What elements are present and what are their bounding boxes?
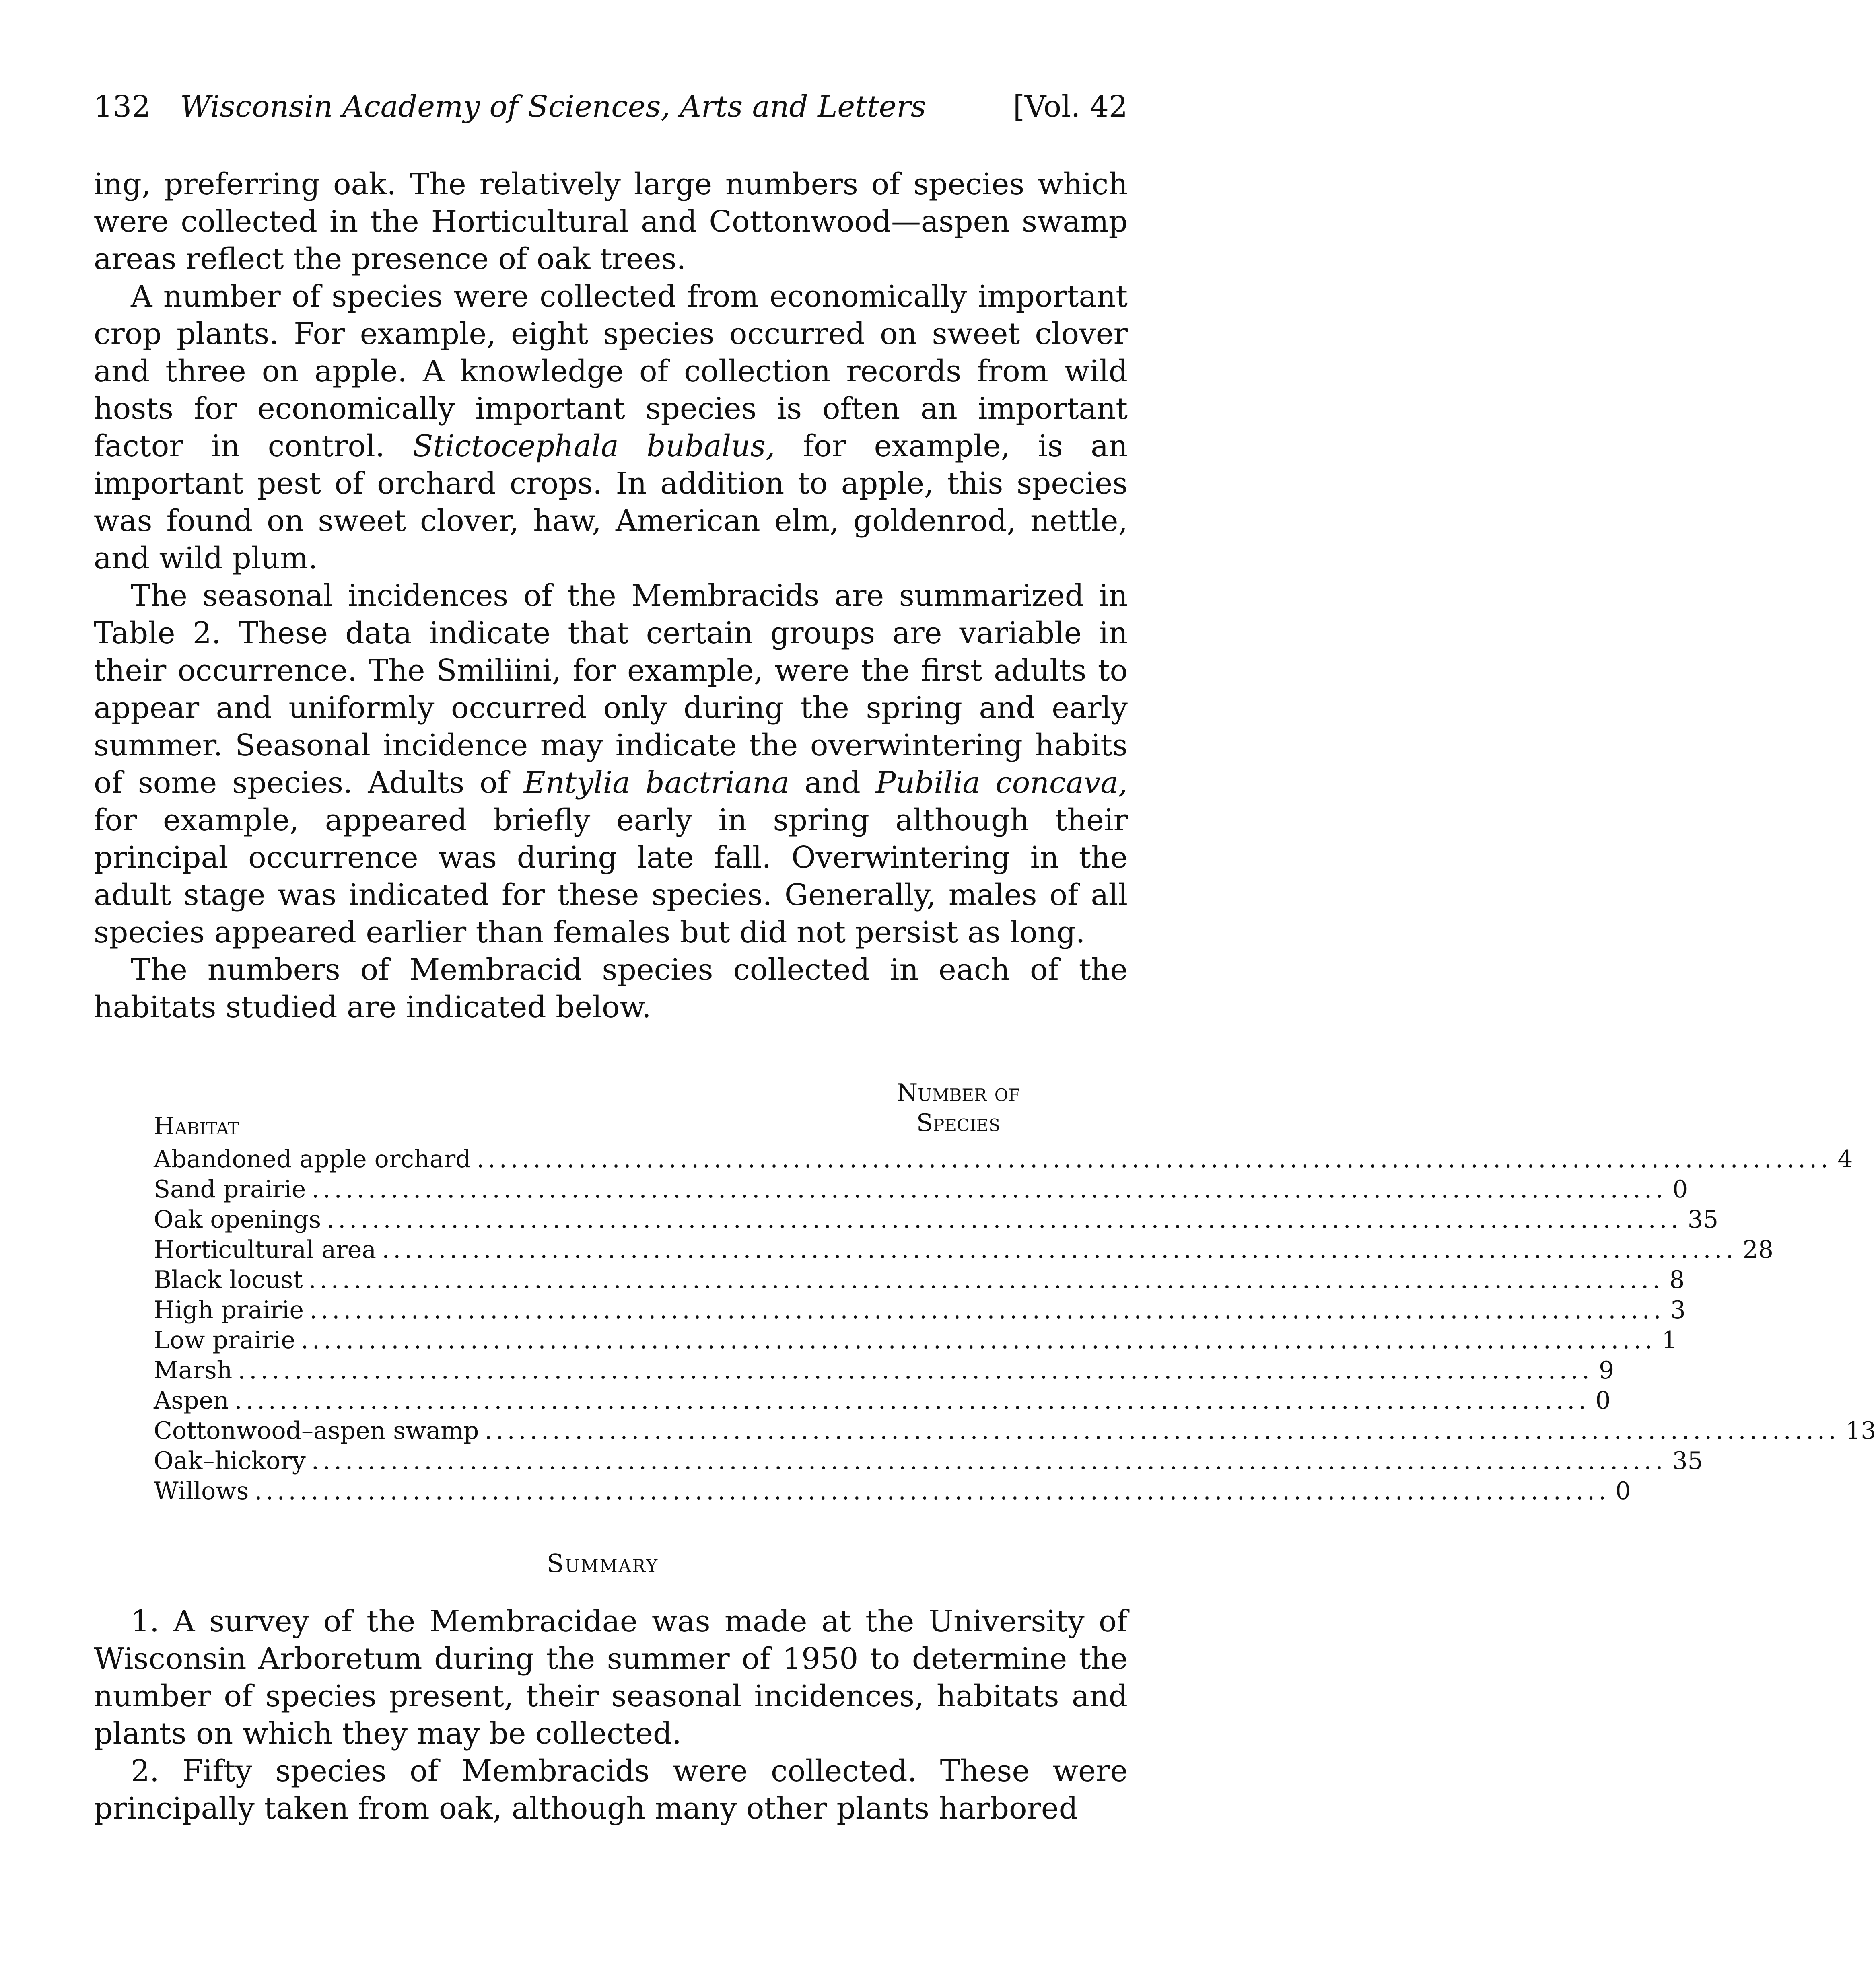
dot-leader: ........................................................................................................................ [309,1296,1665,1324]
paragraph-text: for example, appeared briefly early in spring although their principal occurrence was during late fall. Overwintering in the adult stage was indicated for these species. Generally, males of all species appeared earlier than females but did not persist as long. [94,803,1128,950]
table-row [154,1476,1631,1506]
species-name: Stictocephala bubalus, [412,429,775,463]
species-count: 4 [1837,1145,1853,1173]
summary-item: 2. Fifty species of Membracids were collected. These were principally taken from oak, although many other plants harbored [94,1754,1128,1826]
habitat-name: High prairie [154,1296,304,1324]
paragraph-text: for example, is an important pest of orchard crops. In addition to apple, this species was found on sweet clover, haw, American elm, goldenrod, nettle, and wild plum. [94,429,1128,576]
species-count: 0 [1615,1477,1631,1505]
summary-heading: Summary [546,1549,659,1578]
table-row [154,1386,1611,1416]
dot-leader: ........................................................................................................................ [234,1387,1590,1415]
species-name: Entylia bactriana [523,765,789,800]
table-row [154,1446,1703,1476]
habitat-name: Cottonwood–aspen swamp [154,1417,479,1445]
page-number: 132 [94,89,151,124]
species-count: 3 [1670,1296,1686,1324]
paragraph [94,166,1128,278]
dot-leader: ........................................................................................................................ [382,1236,1737,1264]
paragraph [94,951,1128,1026]
species-count: 0 [1595,1387,1611,1415]
table-row [154,1356,1614,1386]
species-count: 35 [1672,1447,1703,1475]
dot-leader: ........................................................................................................................ [254,1477,1610,1505]
running-header [94,84,1128,129]
paragraph-text: The numbers of Membracid species collected in each of the habitats studied are indicated below. [94,952,1128,1024]
table-row [154,1205,1719,1235]
species-count: 9 [1599,1356,1614,1384]
table-row [154,1144,1853,1175]
habitat-name: Horticultural area [154,1236,377,1264]
table-row [154,1325,1677,1356]
dot-leader: ........................................................................................................................ [476,1145,1832,1173]
paragraph-text: The seasonal incidences of the Membracids are summarized in Table 2. These data indicate that certain groups are variable in their occurrence. The Smiliini, for example, were the first adults to appear and uniformly occurred only during the spring and early summer. Seasonal incidence may indicate the overwintering habits of some species. Adults of [94,578,1128,800]
paragraph-text: ing, preferring oak. The relatively large numbers of species which were collected in the Horticultural and Cottonwood—aspen swamp areas reflect the presence of oak trees. [94,167,1128,276]
dot-leader: ........................................................................................................................ [308,1266,1664,1294]
table-row [154,1235,1774,1265]
habitat-table [154,1078,1876,1506]
species-count: 28 [1742,1236,1774,1264]
habitat-name: Aspen [154,1387,229,1415]
paragraph-text: A number of species were collected from economically important crop plants. For example, eight species occurred on sweet clover and three on apple. A knowledge of collection records from wild hosts for economically important species is often an important factor in control. [94,279,1128,463]
species-count: 35 [1687,1206,1719,1234]
summary-text [94,1603,1128,1827]
table-row [154,1295,1686,1325]
summary-item: 1. A survey of the Membracidae was made at the University of Wisconsin Arboretum during the summer of 1950 to determine the number of species present, their seasonal incidences, habitats and plants on which they may be collected. [94,1604,1128,1751]
habitat-name: Marsh [154,1356,233,1384]
habitat-name: Abandoned apple orchard [154,1145,471,1173]
table-row [154,1416,1876,1446]
species-count-column-header [846,1078,1071,1138]
table-header [154,1078,1071,1144]
column-header-line: Number of [896,1079,1020,1107]
dot-leader: ........................................................................................................................ [327,1206,1682,1234]
dot-leader: ........................................................................................................................ [484,1417,1840,1445]
paragraph-text: and [804,765,861,800]
table-row [154,1175,1688,1205]
dot-leader: ........................................................................................................................ [301,1326,1656,1354]
table-rows [154,1144,1876,1506]
habitat-name: Oak–hickory [154,1447,306,1475]
dot-leader: ........................................................................................................................ [238,1356,1593,1384]
species-count: 0 [1672,1175,1688,1203]
body-text [94,166,1128,1026]
volume-label: [Vol. 42 [1013,89,1128,124]
habitat-name: Willows [154,1477,249,1505]
dot-leader: ........................................................................................................................ [311,1447,1667,1475]
paragraph [94,577,1128,951]
column-header-line: Species [916,1109,1001,1137]
species-count: 13 [1845,1417,1876,1445]
table-row [154,1265,1685,1295]
habitat-name: Low prairie [154,1326,295,1354]
habitat-name: Oak openings [154,1206,321,1234]
paragraph [94,278,1128,577]
habitat-name: Black locust [154,1266,303,1294]
species-count: 8 [1669,1266,1685,1294]
dot-leader: ........................................................................................................................ [311,1175,1667,1203]
habitat-name: Sand prairie [154,1175,306,1203]
species-name: Pubilia concava, [875,765,1128,800]
habitat-column-header: Habitat [154,1112,239,1140]
species-count: 1 [1662,1326,1677,1354]
journal-title: Wisconsin Academy of Sciences, Arts and Letters [180,89,926,124]
